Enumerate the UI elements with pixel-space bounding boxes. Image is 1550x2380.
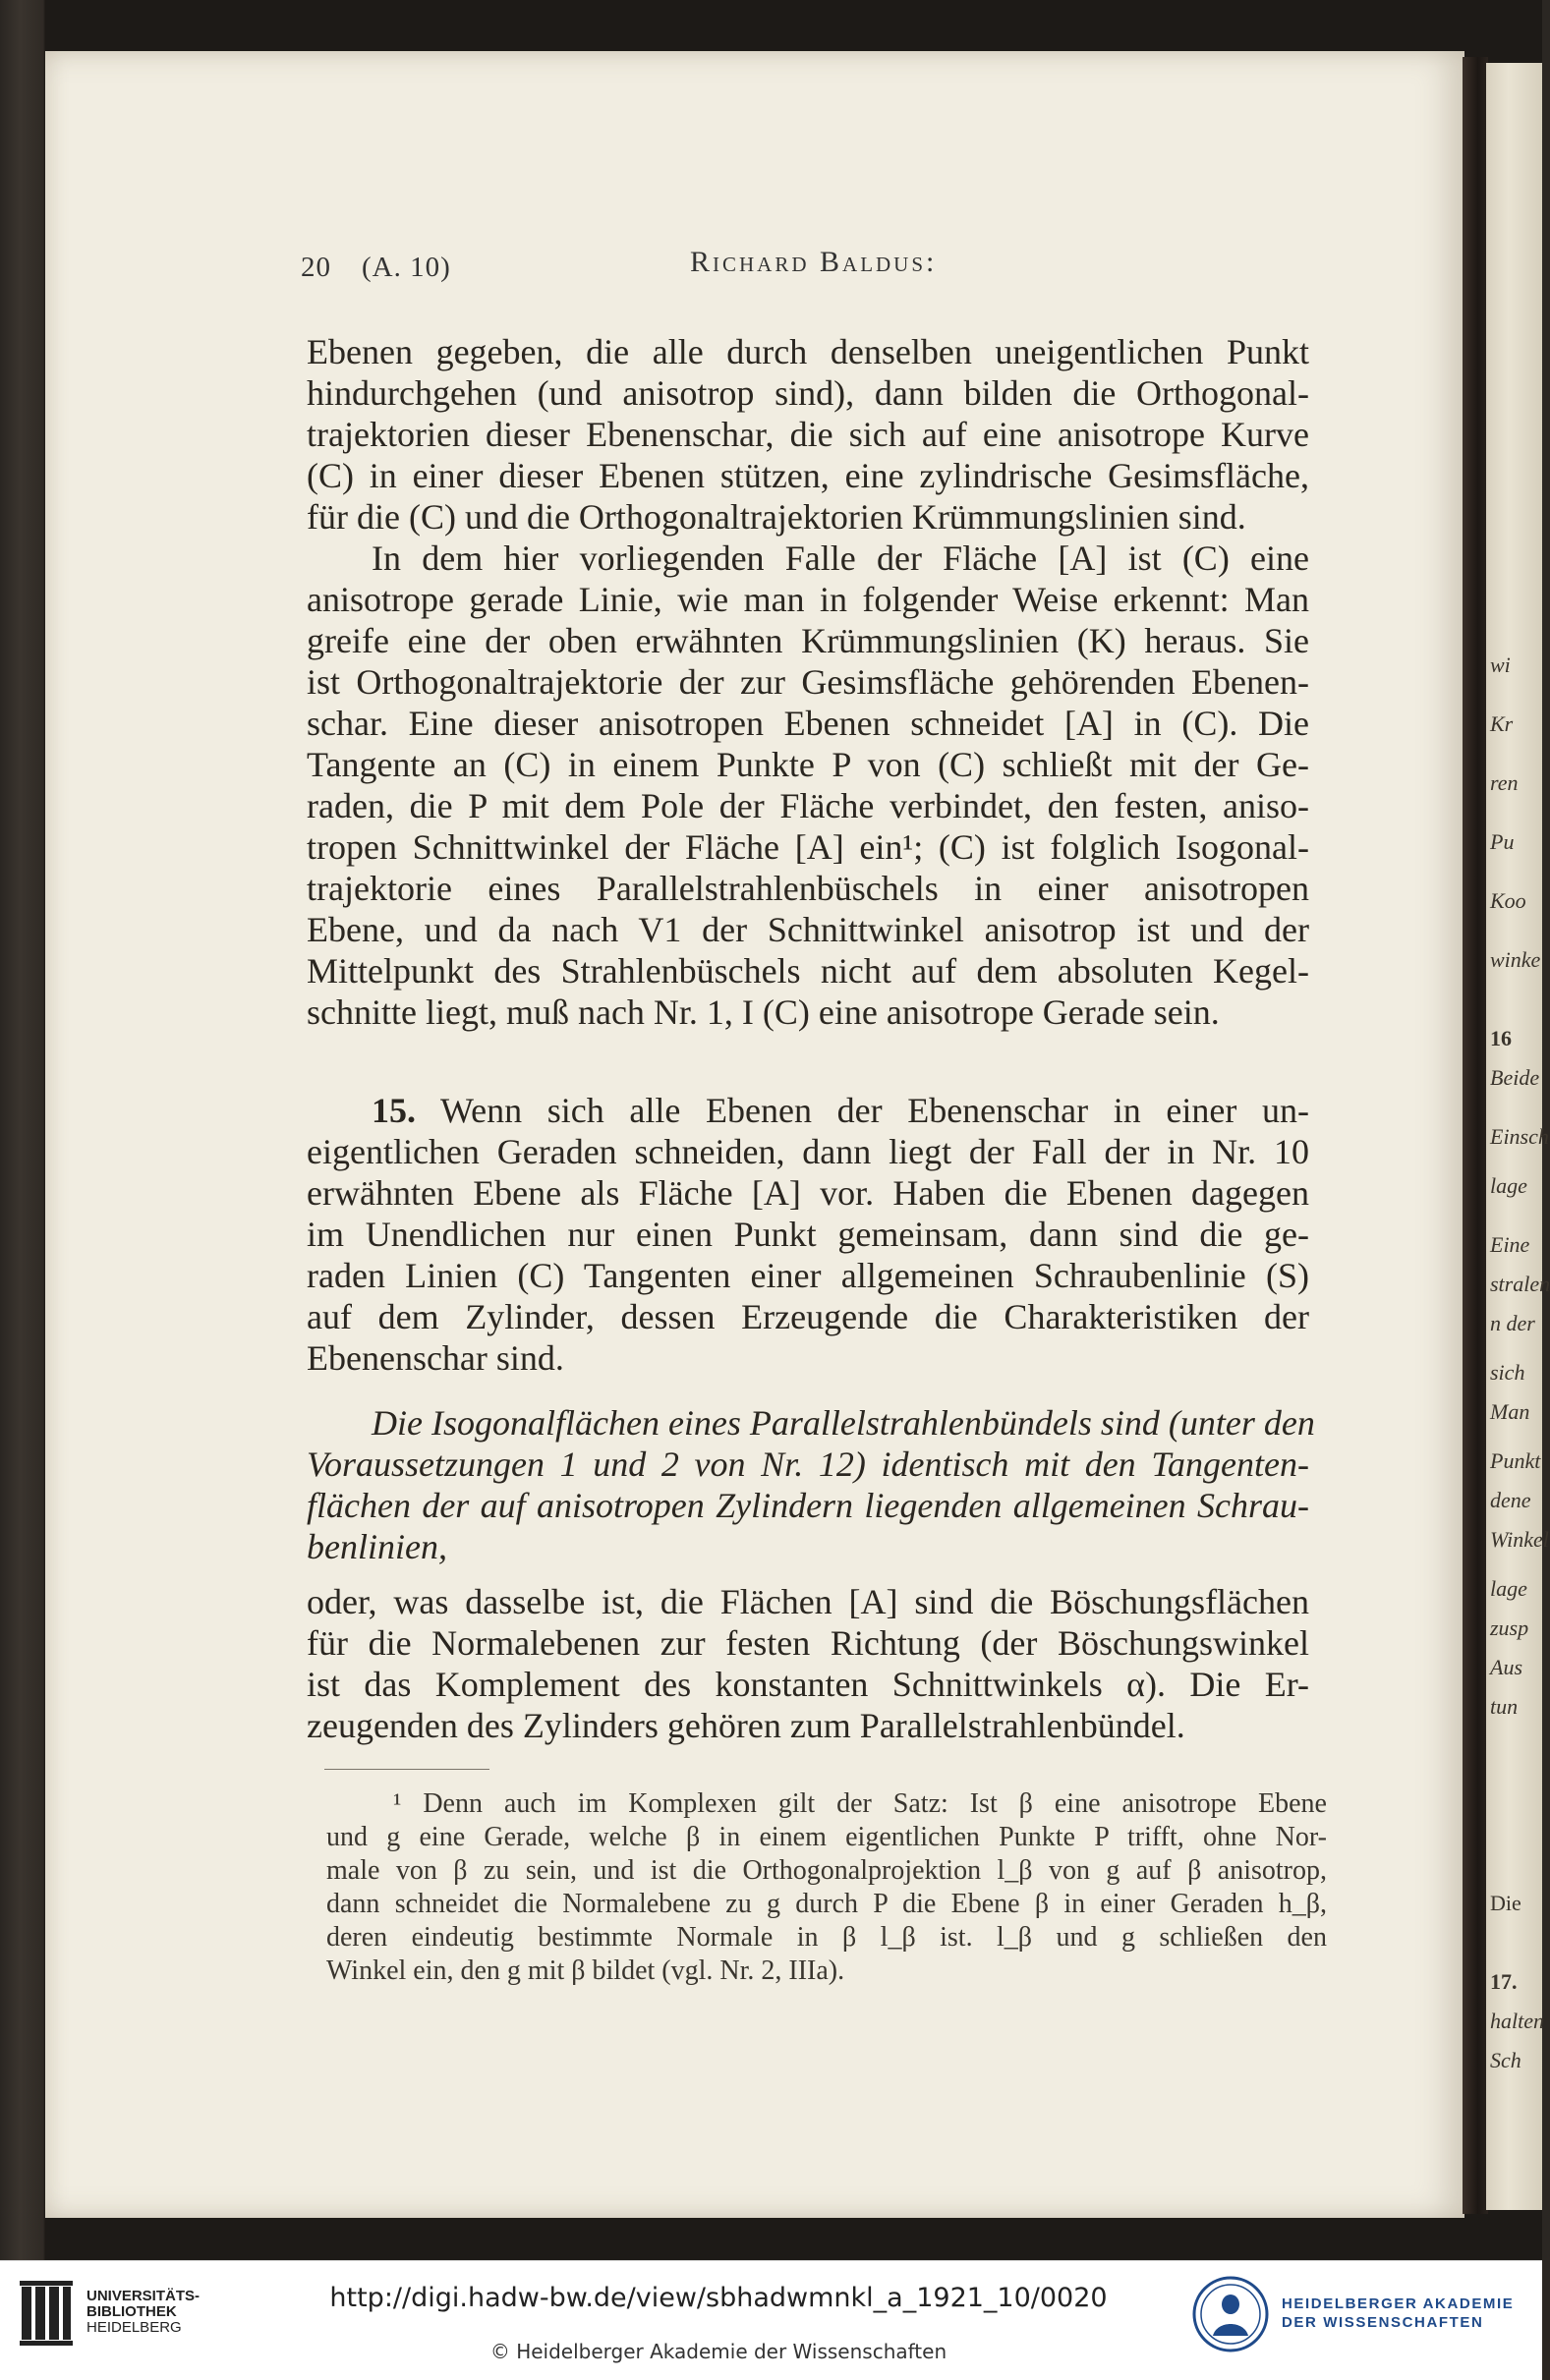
university-library-name [86,2289,200,2336]
adjacent-page-fragment: tun [1490,1694,1519,1719]
permalink-url[interactable]: http://digi.hadw-bw.de/view/sbhadwmnkl_a_1921_10/0020 [329,2283,1108,2313]
academy-seal-icon [1191,2275,1270,2353]
body-line: (C) in einer dieser Ebenen stützen, eine zylindrische Gesimsfläche, [307,456,1309,495]
library-name-line: BIBLIOTHEK [86,2303,177,2320]
adjacent-page-fragment: Punkt [1490,1448,1541,1473]
body-line: für die Normalebenen zur festen Richtung (der Böschungswinkel [307,1623,1309,1663]
adjacent-page-fragment: Pu [1490,829,1515,854]
running-head-author: Richard Baldus: [690,246,938,278]
body-line: im Unendlichen nur einen Punkt gemeinsam, dann sind die ge- [307,1215,1309,1254]
theorem-line: benlinien, [307,1527,447,1566]
section-first-line [372,1091,1309,1130]
body-line: trajektorien dieser Ebenenschar, die sich auf eine anisotrope Kurve [307,415,1309,454]
body-line: raden Linien (C) Tangenten einer allgemeinen Schraubenlinie (S) [307,1256,1309,1295]
footnote-line: ¹ Denn auch im Komplexen gilt der Satz: Ist β eine anisotrope Ebene [393,1788,1327,1819]
body-line: anisotrope gerade Linie, wie man in folgender Weise erkennt: Man [307,580,1309,619]
page-number: 20 [301,252,331,283]
theorem-line: flächen der auf anisotropen Zylindern liegenden allgemeinen Schrau- [307,1486,1309,1525]
adjacent-page-fragment: Einsch [1490,1124,1549,1149]
body-line: raden, die P mit dem Pole der Fläche verbindet, den festen, aniso- [307,786,1309,825]
library-name-line: HEIDELBERG [86,2319,182,2336]
adjacent-page-fragment: lage [1490,1173,1527,1198]
adjacent-page-fragment: Beide [1490,1065,1540,1090]
body-line: eigentlichen Geraden schneiden, dann liegt der Fall der in Nr. 10 [307,1132,1309,1171]
adjacent-page-fragment: Man [1490,1399,1530,1424]
adjacent-page-fragment: 17. [1490,1969,1518,1994]
viewer-footer [0,2260,1542,2380]
adjacent-page-fragment: 16 [1490,1026,1512,1050]
adjacent-page-fragment: sich [1490,1360,1525,1385]
body-line: ist das Komplement des konstanten Schnittwinkels α). Die Er- [307,1665,1309,1704]
adjacent-page-fragment: zusp [1490,1615,1529,1640]
adjacent-page-fragment: winke [1490,947,1541,972]
body-line: Mittelpunkt des Strahlenbüschels nicht auf dem absoluten Kegel- [307,951,1309,991]
academy-name [1282,2295,1514,2332]
body-line: Tangente an (C) in einem Punkte P von (C) schließt mit der Ge- [307,745,1309,784]
running-head [301,246,1087,285]
body-line: Ebenen gegeben, die alle durch denselben uneigentlichen Punkt [307,332,1309,371]
body-line: Ebene, und da nach V1 der Schnittwinkel anisotrop ist und der [307,910,1309,949]
adjacent-page-fragment: Eine [1490,1232,1530,1257]
adjacent-page-fragment: lage [1490,1576,1527,1601]
theorem-line: Voraussetzungen 1 und 2 von Nr. 12) identisch mit den Tangenten- [307,1445,1309,1484]
adjacent-page-fragment: Koo [1490,888,1526,913]
adjacent-page-fragment: dene [1490,1488,1531,1512]
body-line: In dem hier vorliegenden Falle der Fläche [A] ist (C) eine [372,538,1309,578]
adjacent-page-fragment: Aus [1490,1655,1522,1679]
body-line: auf dem Zylinder, dessen Erzeugende die Charakteristiken der [307,1297,1309,1336]
adjacent-page-edge [1486,63,1550,2210]
section-first-line-text: Wenn sich alle Ebenen der Ebenenschar in einer un- [440,1091,1310,1130]
adjacent-page-fragment: wi [1490,652,1511,677]
academy-name-line: HEIDELBERGER AKADEMIE [1282,2295,1515,2312]
body-line: erwähnten Ebene als Fläche [A] vor. Haben die Ebenen dagegen [307,1173,1309,1213]
footnote-line: male von β zu sein, und ist die Orthogonalprojektion l_β von g auf β anisotrop, [326,1855,1327,1886]
body-line: zeugenden des Zylinders gehören zum Parallelstrahlenbündel. [307,1706,1185,1745]
footnote-line: Winkel ein, den g mit β bildet (vgl. Nr. 2, IIIa). [326,1955,845,1986]
body-line: schar. Eine dieser anisotropen Ebenen schneidet [A] in (C). Die [307,704,1309,743]
body-line: für die (C) und die Orthogonaltrajektorien Krümmungslinien sind. [307,497,1246,537]
adjacent-page-fragment: Sch [1490,2048,1521,2072]
copyright-notice: © Heidelberger Akademie der Wissenschaften [489,2340,947,2363]
body-line: greife eine der oben erwähnten Krümmungslinien (K) heraus. Sie [307,621,1309,660]
book-spine [1463,57,1488,2214]
footnote-rule [324,1769,489,1770]
series-reference: (A. 10) [362,252,451,283]
body-line: trajektorie eines Parallelstrahlenbüschels in einer anisotropen [307,869,1309,908]
footnote-line: dann schneidet die Normalebene zu g durch P die Ebene β in einer Geraden h_β, [326,1889,1328,1919]
body-line: ist Orthogonaltrajektorie der zur Gesimsfläche gehörenden Ebenen- [307,662,1309,702]
adjacent-page-fragment: halten [1490,2009,1544,2033]
body-line: oder, was dasselbe ist, die Flächen [A] sind die Böschungsflächen [307,1582,1309,1621]
academy-name-line: DER WISSENSCHAFTEN [1282,2314,1484,2331]
adjacent-page-fragment: stralen [1490,1272,1550,1296]
footnote-line: und g eine Gerade, welche β in einem eigentlichen Punkte P trifft, ohne Nor- [326,1822,1327,1852]
adjacent-page-fragment: n der [1490,1311,1535,1335]
section-number: 15. [372,1091,416,1130]
adjacent-page-fragment: ren [1490,770,1519,795]
adjacent-page-fragment: Kr [1490,711,1514,736]
adjacent-page-fragment: Winkel [1490,1527,1549,1552]
theorem-line: Die Isogonalflächen eines Parallelstrahlenbündels sind (unter den [372,1403,1315,1443]
footnote-line: deren eindeutig bestimmte Normale in β l_β ist. l_β und g schließen den [326,1922,1327,1953]
body-line: tropen Schnittwinkel der Fläche [A] ein¹; (C) ist folglich Isogonal- [307,827,1309,867]
body-line: schnitte liegt, muß nach Nr. 1, I (C) eine anisotrope Gerade sein. [307,992,1220,1032]
body-line: Ebenenschar sind. [307,1338,564,1378]
body-line: hindurchgehen (und anisotrop sind), dann bilden die Orthogonal- [307,373,1309,413]
adjacent-page-fragment: Die [1490,1891,1521,1915]
library-name-line: UNIVERSITÄTS- [86,2288,201,2304]
university-library-logo-icon [18,2279,75,2348]
